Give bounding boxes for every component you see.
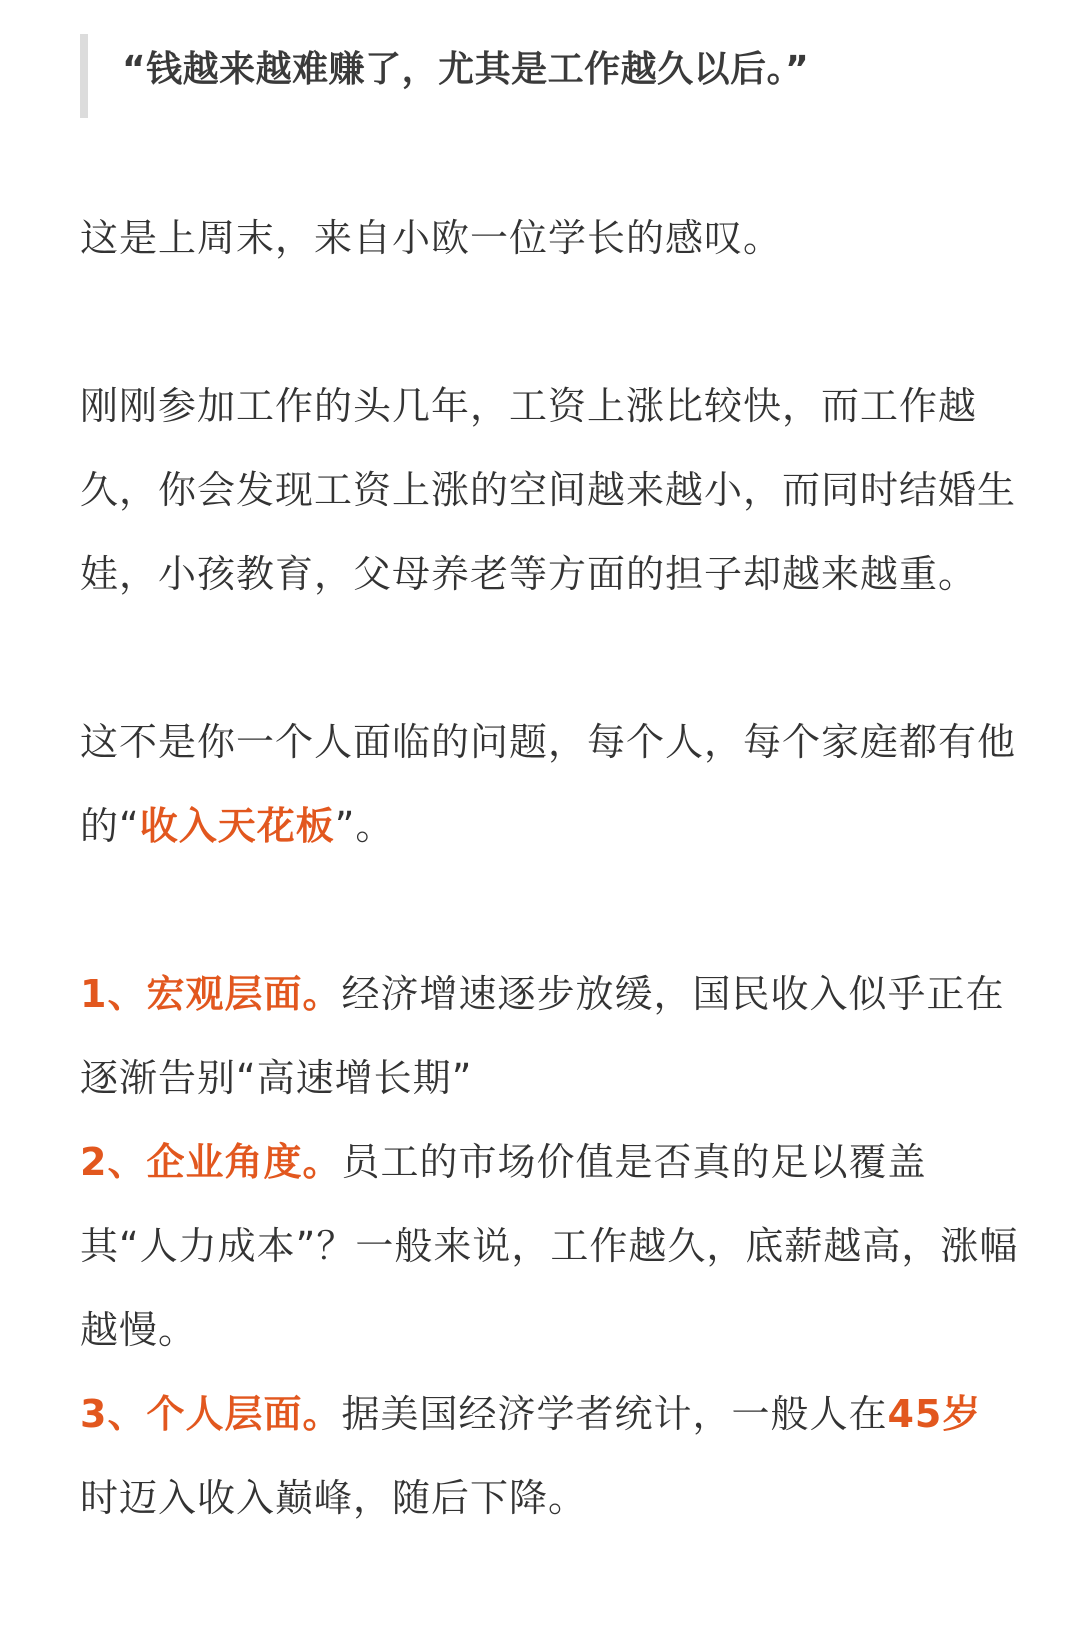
paragraph-salary: 刚刚参加工作的头几年，工资上涨比较快，而工作越久，你会发现工资上涨的空间越来越小，而同时结婚生娃，小孩教育，父母养老等方面的担子却越来越重。 (80, 384, 1017, 596)
quote-bar (80, 34, 88, 118)
paragraph-ceiling (80, 700, 1020, 868)
point-enterprise-text: 员工的市场价值是否真的足以覆盖其“人力成本”？一般来说，工作越久，底薪越高，涨幅越慢。 (80, 1140, 1019, 1352)
age-highlight: 45岁 (887, 1392, 982, 1436)
income-ceiling-highlight: 收入天花板 (139, 804, 335, 848)
point-personal-label: 3、个人层面。 (80, 1392, 342, 1436)
point-macro-label: 1、宏观层面。 (80, 972, 342, 1016)
article-body (80, 0, 1020, 1540)
point-enterprise (80, 1120, 1020, 1372)
point-macro (80, 952, 1020, 1120)
point-macro-text: 经济增速逐步放缓，国民收入似乎正在逐渐告别“高速增长期” (80, 972, 1005, 1100)
blockquote (80, 34, 1020, 118)
point-personal (80, 1372, 1020, 1540)
paragraph-ceiling-before: 这不是你一个人面临的问题，每个人，每个家庭都有他的“ (80, 720, 1017, 848)
paragraph-ceiling-after: ”。 (334, 804, 395, 848)
point-personal-text-after: 时迈入收入巅峰，随后下降。 (80, 1476, 588, 1520)
quote-text: “钱越来越难赚了，尤其是工作越久以后。” (122, 49, 810, 90)
point-enterprise-label: 2、企业角度。 (80, 1140, 342, 1184)
point-personal-text-before: 据美国经济学者统计，一般人在 (341, 1392, 888, 1436)
paragraph-intro: 这是上周末，来自小欧一位学长的感叹。 (80, 216, 783, 260)
